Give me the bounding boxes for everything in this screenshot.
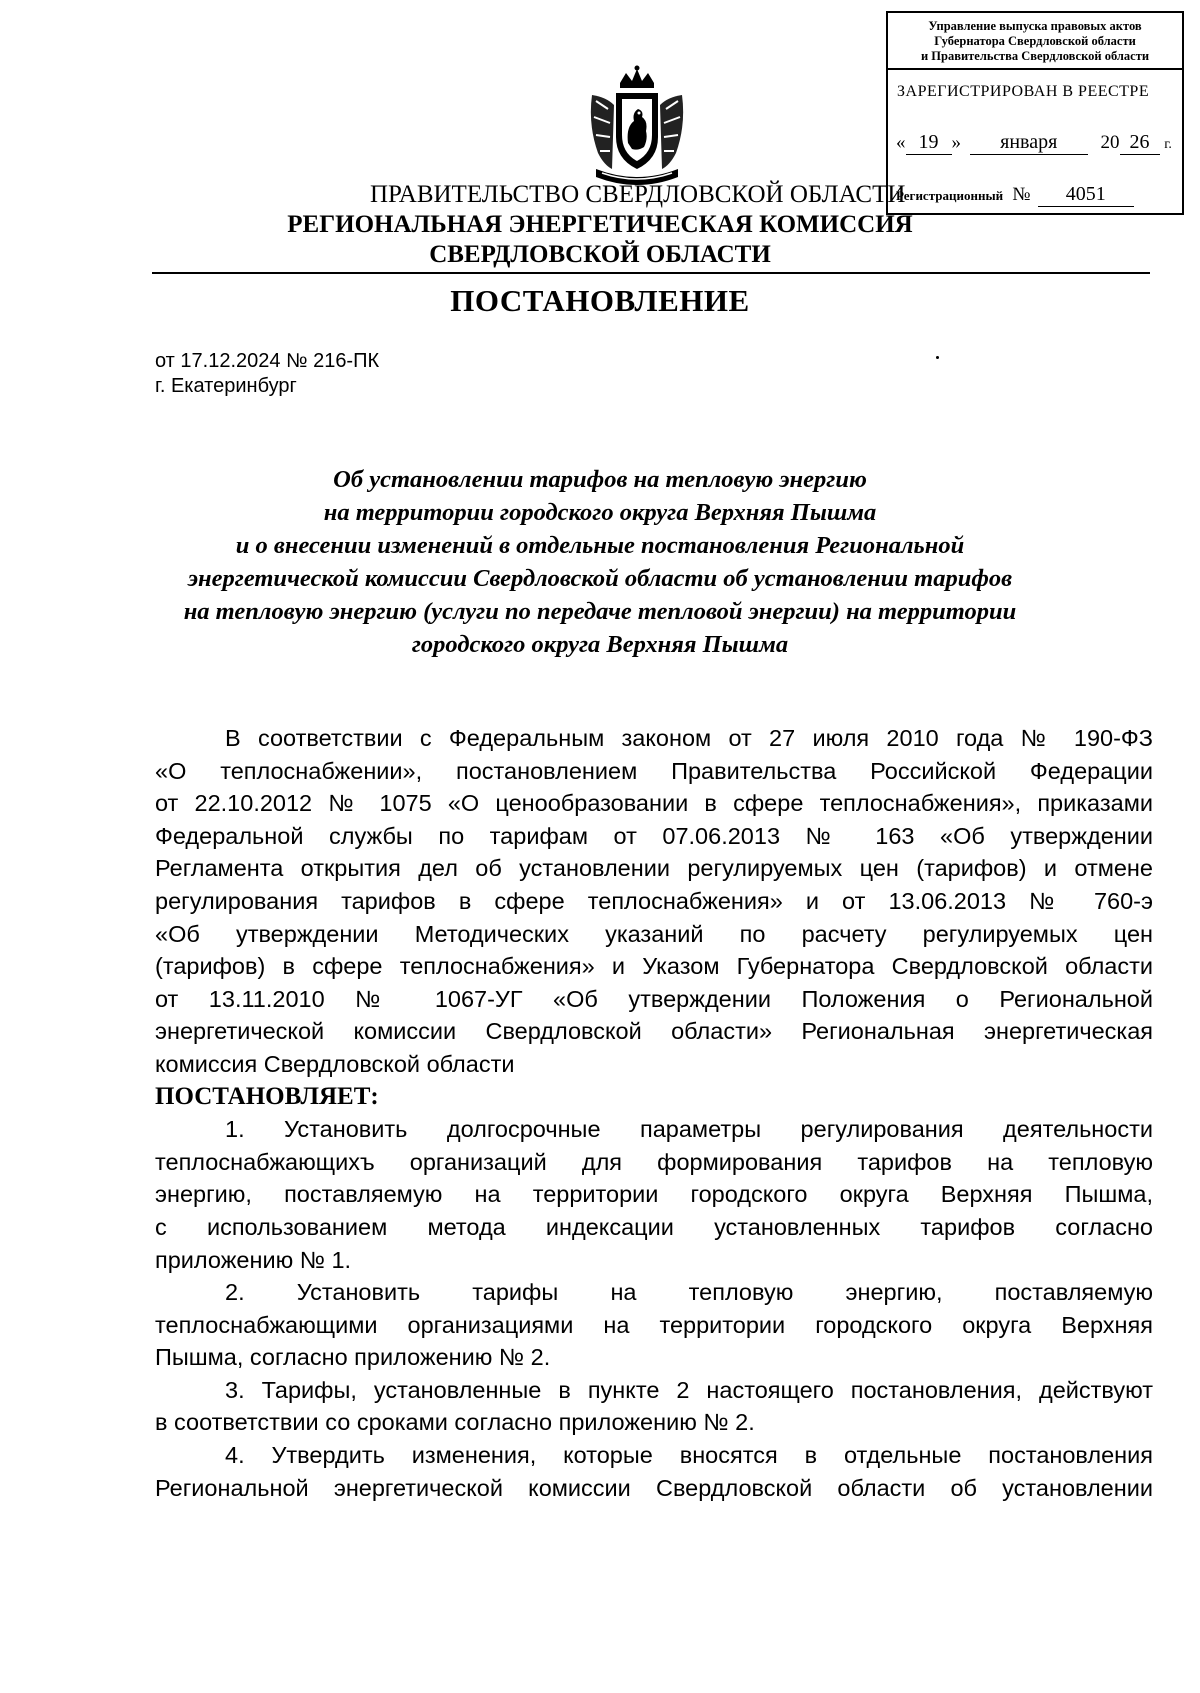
document-date-number: от 17.12.2024 № 216-ПК: [155, 350, 380, 372]
item-line: приложению № 1.: [155, 1246, 352, 1273]
stamp-day: 19: [906, 131, 952, 155]
stamp-no-sign: №: [1012, 184, 1031, 205]
title-line: на территории городского округа Верхняя Пышма: [323, 499, 877, 526]
preamble-line: «О теплоснабжении», постановлением Правительства Российской Федерации: [155, 757, 1153, 784]
item-2: [155, 1276, 1153, 1374]
stamp-quote-open: «: [896, 132, 906, 153]
government-title: ПРАВИТЕЛЬСТВО СВЕРДЛОВСКОЙ ОБЛАСТИ: [370, 181, 906, 208]
item-3: [155, 1374, 1153, 1439]
preamble-line: от 22.10.2012 № 1075 «О ценообразовании в сфере теплоснабжения», приказами: [155, 790, 1153, 817]
item-line: энергию, поставляемую на территории городского округа Верхняя Пышма,: [155, 1181, 1153, 1208]
preamble-line: комиссия Свердловской области: [155, 1050, 515, 1077]
commission-title: РЕГИОНАЛЬНАЯ ЭНЕРГЕТИЧЕСКАЯ КОМИССИЯ: [287, 211, 913, 238]
stamp-dept-line: Губернатора Свердловской области: [934, 34, 1136, 48]
stamp-dept-line: и Правительства Свердловской области: [920, 49, 1150, 63]
stray-dot: [936, 356, 939, 359]
preamble-line: энергетической комиссии Свердловской области» Региональная энергетическая: [155, 1018, 1153, 1045]
preamble-line: (тарифов) в сфере теплоснабжения» и Указом Губернатора Свердловской области: [155, 953, 1153, 980]
stamp-registered-label: ЗАРЕГИСТРИРОВАН В РЕЕСТРЕ: [897, 83, 1150, 100]
preamble: [155, 722, 1153, 1081]
item-line: 4. Утвердить изменения, которые вносятся в отдельные постановления: [225, 1442, 1153, 1469]
preamble-line: В соответствии с Федеральным законом от 27 июля 2010 года № 190-ФЗ: [225, 725, 1153, 751]
coat-of-arms-emblem: [582, 65, 692, 193]
stamp-reg-label: Регистрационный: [896, 188, 1004, 203]
item-line: с использованием метода индексации установленных тарифов согласно: [155, 1213, 1153, 1240]
item-line: теплоснабжающими организациями на территории городского округа Верхняя: [155, 1311, 1153, 1338]
title-line: энергетической комиссии Свердловской области об установлении тарифов: [187, 565, 1013, 592]
commission-region: СВЕРДЛОВСКОЙ ОБЛАСТИ: [429, 241, 771, 268]
document-city: г. Екатеринбург: [155, 375, 297, 397]
preamble-line: Федеральной службы по тарифам от 07.06.2013 № 163 «Об утверждении: [155, 822, 1153, 849]
item-1: [155, 1113, 1153, 1276]
title-line: на тепловую энергию (услуги по передаче тепловой энергии) на территории: [183, 598, 1017, 625]
item-4: [155, 1439, 1153, 1504]
item-line: Региональной энергетической комиссии Свердловской области об установлении: [155, 1474, 1153, 1501]
preamble-line: от 13.11.2010 № 1067-УГ «Об утверждении Положения о Региональной: [155, 985, 1153, 1012]
item-line: Пышма, согласно приложению № 2.: [155, 1344, 551, 1371]
title-line: городского округа Верхняя Пышма: [411, 631, 789, 658]
stamp-reg-number: 4051: [1038, 183, 1134, 207]
preamble-line: Регламента открытия дел об установлении регулируемых цен (тарифов) и отмене: [155, 855, 1153, 882]
document-body: [155, 722, 1153, 1504]
item-line: 1. Установить долгосрочные параметры регулирования деятельности: [225, 1116, 1153, 1143]
document-title: [120, 463, 1080, 661]
stamp-month: января: [970, 131, 1088, 155]
document-type: ПОСТАНОВЛЕНИЕ: [450, 283, 750, 318]
stamp-date: [896, 131, 1172, 155]
stamp-quote-close: »: [951, 132, 961, 153]
stamp-year-unit: г.: [1164, 137, 1172, 152]
stamp-dept-line: Управление выпуска правовых актов: [928, 19, 1142, 33]
preamble-line: регулирования тарифов в сфере теплоснабжения» и от 13.06.2013 № 760-э: [155, 887, 1153, 914]
header-divider: [152, 272, 1150, 274]
item-line: 2. Установить тарифы на тепловую энергию, поставляемую: [225, 1279, 1153, 1306]
preamble-line: «Об утверждении Методических указаний по расчету регулируемых цен: [155, 920, 1153, 947]
item-line: в соответствии со сроками согласно приложению № 2.: [155, 1409, 755, 1436]
title-line: и о внесении изменений в отдельные постановления Региональной: [235, 532, 965, 559]
stamp-department: [888, 13, 1182, 70]
resolves-heading: ПОСТАНОВЛЯЕТ:: [155, 1082, 379, 1110]
item-line: теплоснабжающихъ организаций для формирования тарифов на тепловую: [155, 1148, 1153, 1175]
item-line: 3. Тарифы, установленные в пункте 2 настоящего постановления, действуют: [225, 1376, 1153, 1403]
title-line: Об установлении тарифов на тепловую энергию: [333, 466, 867, 493]
stamp-year-prefix: 20: [1100, 132, 1120, 153]
stamp-year-suffix: 26: [1120, 131, 1160, 155]
